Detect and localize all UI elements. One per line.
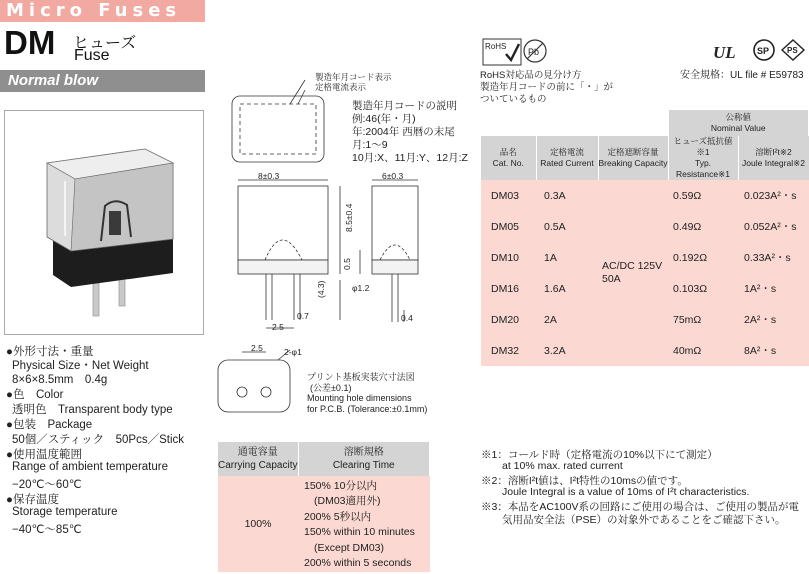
rated-cell: 3.2A [536,335,598,366]
color-label: ●色 Color [6,389,64,401]
date-code-explain-3: 月:1〜9 [352,139,388,151]
pcb-tolerance-en: for P.C.B. (Tolerance:±0.1mm) [307,404,428,414]
clearing-line: (DM03適用外) [314,495,381,507]
joule-cell: 0.33A²・s [738,242,809,273]
resistance-cell: 0.59Ω [668,180,738,211]
dim-width-front: 8±0.3 [258,171,280,181]
cat-cell: DM16 [481,273,536,304]
footnote-1-en: at 10% max. rated current [502,460,623,472]
pb-free-icon [522,38,548,64]
resistance-cell: 0.192Ω [668,242,738,273]
ul-file: 安全規格：UL file # E59783 [680,70,804,81]
capacity-cell: 100% [218,476,298,572]
cat-cell: DM10 [481,242,536,273]
date-code-explain-0: 製造年月コードの説明 [352,100,457,112]
dims-value: 8×6×8.5mm 0.4g [12,374,108,386]
dim-lead-thickness: 0.4 [401,313,413,323]
rohs-icon [482,38,522,66]
temp-value: −20℃〜60℃ [12,479,82,491]
clearing-line: 200% 5秒以内 [304,510,372,523]
cat-cell: DM20 [481,304,536,335]
ul-recognized-icon [712,40,750,62]
svg-text:RoHS: RoHS [485,42,507,51]
rohs-note-1: RoHS対応品の見分け方 [480,70,582,81]
footnote-2-jp: ※2：溶断I²t値は、I²t特性の10msの値です。 [481,475,688,487]
joule-cell: 2A²・s [738,304,809,335]
fuse-image [5,111,205,336]
breaking-capacity-cell: AC/DC 125V 50A [598,180,668,366]
dims-label-en: Physical Size・Net Weight [12,360,149,372]
footnote-1-jp: ※1：コールド時（定格電流の10%以下にて測定） [481,449,718,461]
clearing-line: 200% within 5 seconds [304,557,412,569]
rated-cell: 0.5A [536,211,598,242]
nominal-value-header: 公称値 Nominal Value [668,110,809,136]
csa-icon [752,38,776,62]
clearing-line: 150% within 10 minutes [304,526,415,538]
storage-label-en: Storage temperature [12,506,118,518]
pcb-title-en: Mounting hole dimensions [307,393,412,403]
table-row [481,180,809,211]
svg-text:UL: UL [713,43,736,62]
rated-cell: 2A [536,304,598,335]
resistance-header: ヒューズ抵抗値※1 Typ. Resistance※1 [668,136,738,180]
cat-cell: DM03 [481,180,536,211]
clearing-line: (Except DM03) [314,541,385,554]
clearing-line: 150% 10分以内 [304,479,377,492]
dim-pin-tip: 0.5 [342,258,352,270]
date-code-explain-4: 10月:X、11月:Y、12月:Z [352,152,468,164]
joule-cell: 1A²・s [738,273,809,304]
spec-table [481,110,809,366]
resistance-cell: 75mΩ [668,304,738,335]
footnote-3b: 気用品安全法（PSE）の対象外であることをご確認下さい。 [502,514,786,526]
dim-width-side: 6±0.3 [382,171,404,181]
temp-label-jp: ●使用温度範囲 [6,449,82,461]
joule-integral-header: 溶断I²t※2 Joule Integral※2 [738,136,809,180]
dim-pin-thickness: 0.7 [297,311,309,321]
dim-height: 8.5±0.4 [344,203,354,232]
rating-label: 定格電流表示 [315,82,367,92]
color-value: 透明色 Transparent body type [12,404,173,416]
pcb-pitch: 2.5 [251,343,263,353]
storage-value: −40℃〜85℃ [12,524,82,536]
cat-no-header: 品名 Cat. No. [481,136,536,180]
package-value: 50個／スティック 50Pcs／Stick [12,434,185,446]
joule-cell: 0.023A²・s [738,180,809,211]
svg-text:PS: PS [787,46,798,55]
resistance-cell: 0.49Ω [668,211,738,242]
rated-current-header: 定格電流 Rated Current [536,136,598,180]
rated-cell: 0.3A [536,180,598,211]
rohs-note-3: ついているもの [480,94,547,105]
blow-type: Normal blow [8,72,99,89]
svg-text:Pb: Pb [528,47,540,57]
rated-cell: 1A [536,242,598,273]
breaking-capacity-header: 定格遮断容量 Breaking Capacity [598,136,668,180]
dims-label-jp: ●外形寸法・重量 [6,346,94,358]
pse-icon [780,38,806,62]
date-code-explain-1: 例:46(年・月) [352,113,416,125]
resistance-cell: 0.103Ω [668,273,738,304]
clearing-time-header: 溶断規格 Clearing Time [298,442,430,476]
product-photo [4,110,204,335]
dim-pin-pitch: 2.5 [272,322,284,332]
clearing-table [218,442,430,572]
svg-text:SP: SP [757,46,770,56]
pcb-hole: 2-φ1 [284,347,302,357]
date-code-label: 製造年月コード表示 [315,72,392,82]
pcb-tolerance-jp: (公差±0.1) [310,383,352,393]
cat-cell: DM05 [481,211,536,242]
model-name-jp: ヒューズ [73,33,137,52]
clearing-cell [298,476,430,572]
package-label: ●包装 Package [6,419,93,431]
resistance-cell: 40mΩ [668,335,738,366]
rated-cell: 1.6A [536,273,598,304]
dim-pin-length: (4.3) [316,280,326,298]
temp-label-en: Range of ambient temperature [12,461,168,473]
carrying-capacity-header: 通電容量 Carrying Capacity [218,442,298,476]
model-code: DM [4,24,56,61]
joule-cell: 0.052A²・s [738,211,809,242]
cat-cell: DM32 [481,335,536,366]
storage-label-jp: ●保存温度 [6,494,59,506]
pcb-title-jp: プリント基板実装穴寸法図 [307,372,415,382]
series-title: Micro Fuses [6,0,182,21]
joule-cell: 8A²・s [738,335,809,366]
footnote-3a: ※3：本品をAC100V系の回路にご使用の場合は、ご使用の製品が電 [481,501,799,513]
dim-pin-diameter: φ1.2 [352,283,370,293]
rohs-note-2: 製造年月コードの前に「・」が [480,82,614,93]
footnote-2-en: Joule Integral is a value of 10ms of I²t characteristics. [502,486,750,498]
date-code-explain-2: 年:2004年 西暦の末尾 [352,126,455,138]
model-name-en: Fuse [74,47,110,64]
